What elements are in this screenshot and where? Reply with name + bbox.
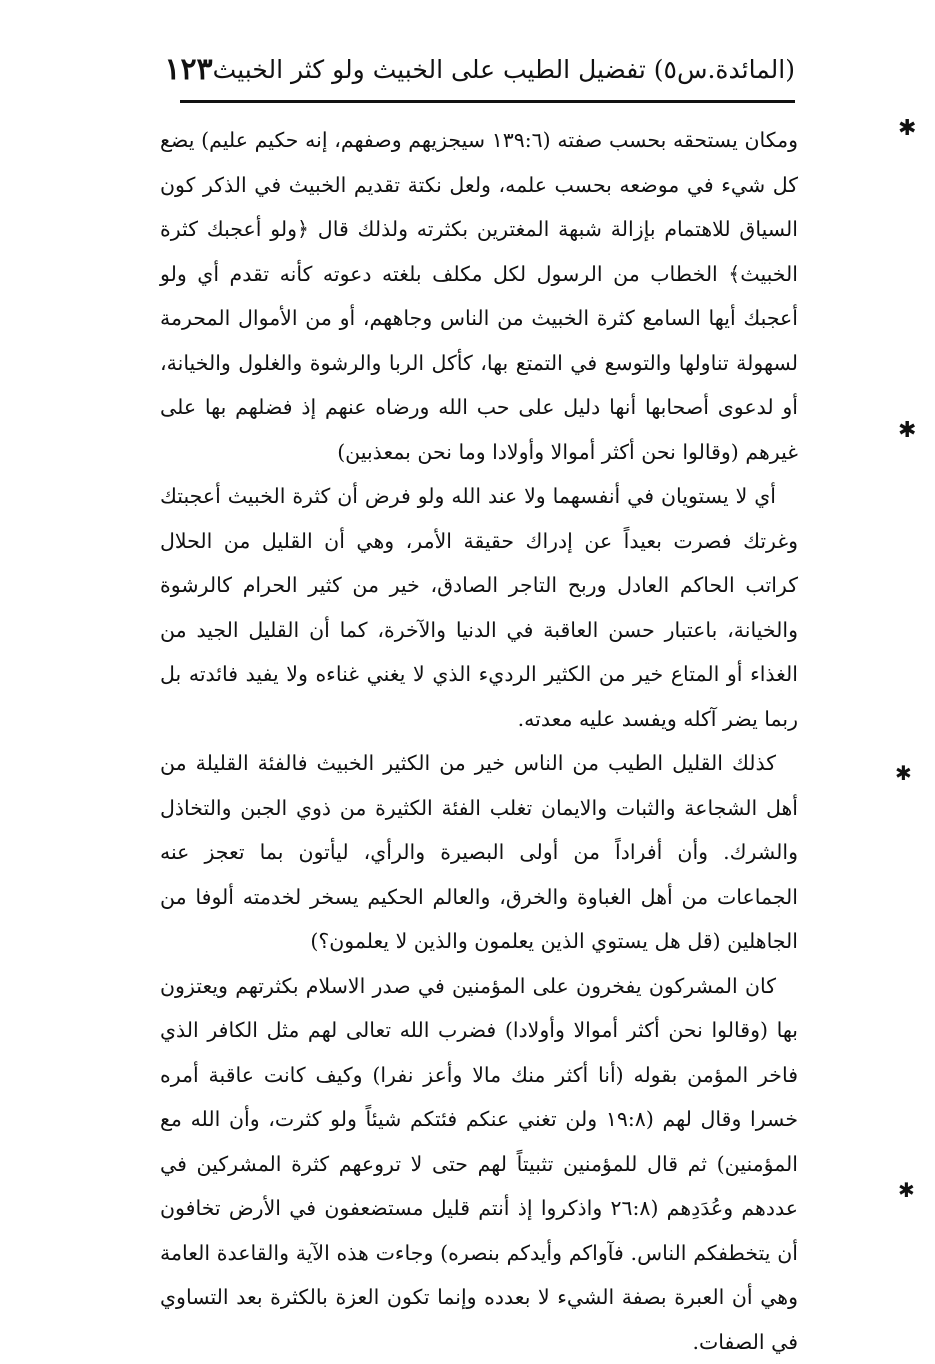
body-text [160, 118, 798, 1364]
running-title: (المائدة.س٥) تفضيل الطيب على الخبيث ولو كثر الخبيث [213, 55, 795, 84]
header-rule [180, 100, 795, 103]
paragraph: كان المشركون يفخرون على المؤمنين في صدر الاسلام بكثرتهم ويعتزون بها (وقالوا نحن أكثر أموالا وأولادا) فضرب الله تعالى لهم مثل الكافر الذي فاخر المؤمن بقوله (أنا أكثر منك مالا وأعز نفرا) وكيف كانت عاقبة أمره خسرا وقال لهم (١٩:٨ ولن تغني عنكم فئتكم شيئاً ولو كثرت، وأن الله مع المؤمنين) ثم قال للمؤمنين تثبيتاً لهم حتى لا تروعهم كثرة المشركين في عددهم وعُدَدِهم (٢٦:٨ واذكروا إذ أنتم قليل مستضعفون في الأرض تخافون أن يتخطفكم الناس. فآواكم وأيدكم بنصره) وجاءت هذه الآية والقاعدة العامة وهي أن العبرة بصفة الشيء لا بعدده وإنما تكون العزة بالكثرة بعد التساوي في الصفات. [160, 964, 798, 1364]
paragraph: أي لا يستويان في أنفسهما ولا عند الله ولو فرض أن كثرة الخبيث أعجبتك وغرتك فصرت بعيداً عن إدراك حقيقة الأمر، وهي أن القليل من الحلال كراتب الحاكم العادل وربح التاجر الصادق، خير من كثير الحرام كالرشوة والخيانة، باعتبار حسن العاقبة في الدنيا والآخرة، كما أن القليل الجيد من الغذاء أو المتاع خير من الكثير الرديء الذي لا يغني غناءه ولا يفيد فائدته بل ربما يضر آكله ويفسد عليه معدته. [160, 474, 798, 741]
margin-ornament-icon: ✱ [895, 763, 912, 783]
paragraph: كذلك القليل الطيب من الناس خير من الكثير الخبيث فالفئة القليلة من أهل الشجاعة والثبات والايمان تغلب الفئة الكثيرة من ذوي الجبن والتخاذل والشرك. وأن أفراداً من أولى البصيرة والرأي، ليأتون بما تعجز عنه الجماعات من أهل الغباوة والخرق، والعالم الحكيم يسخر لخدمته ألوفا من الجاهلين (قل هل يستوي الذين يعلمون والذين لا يعلمون؟) [160, 741, 798, 964]
margin-ornament-icon: ✱ [898, 1180, 915, 1200]
page-header [180, 44, 795, 94]
paragraph: ومكان يستحقه بحسب صفته (١٣٩:٦ سيجزيهم وصفهم، إنه حكيم عليم) يضع كل شيء في موضعه بحسب علمه، ولعل نكتة تقديم الخبيث في الذكر كون السياق للاهتمام بإزالة شبهة المغترين بكثرته ولذلك قال ﴿ولو أعجبك كثرة الخبيث﴾ الخطاب من الرسول لكل مكلف بلغته دعوته كأنه تقدم أي ولو أعجبك أيها السامع كثرة الخبيث من الناس وجاههم، أو من الأموال المحرمة لسهولة تناولها والتوسع في التمتع بها، كأكل الربا والرشوة والغلول والخيانة، أو لدعوى أصحابها أنها دليل على حب الله ورضاه عنهم إذ فضلهم بها على غيرهم (وقالوا نحن أكثر أموالا وأولادا وما نحن بمعذبين) [160, 118, 798, 474]
margin-ornament-icon: ✱ [898, 420, 916, 442]
margin-ornament-icon: ✱ [898, 118, 916, 140]
page-number: ١٢٣ [164, 52, 212, 87]
